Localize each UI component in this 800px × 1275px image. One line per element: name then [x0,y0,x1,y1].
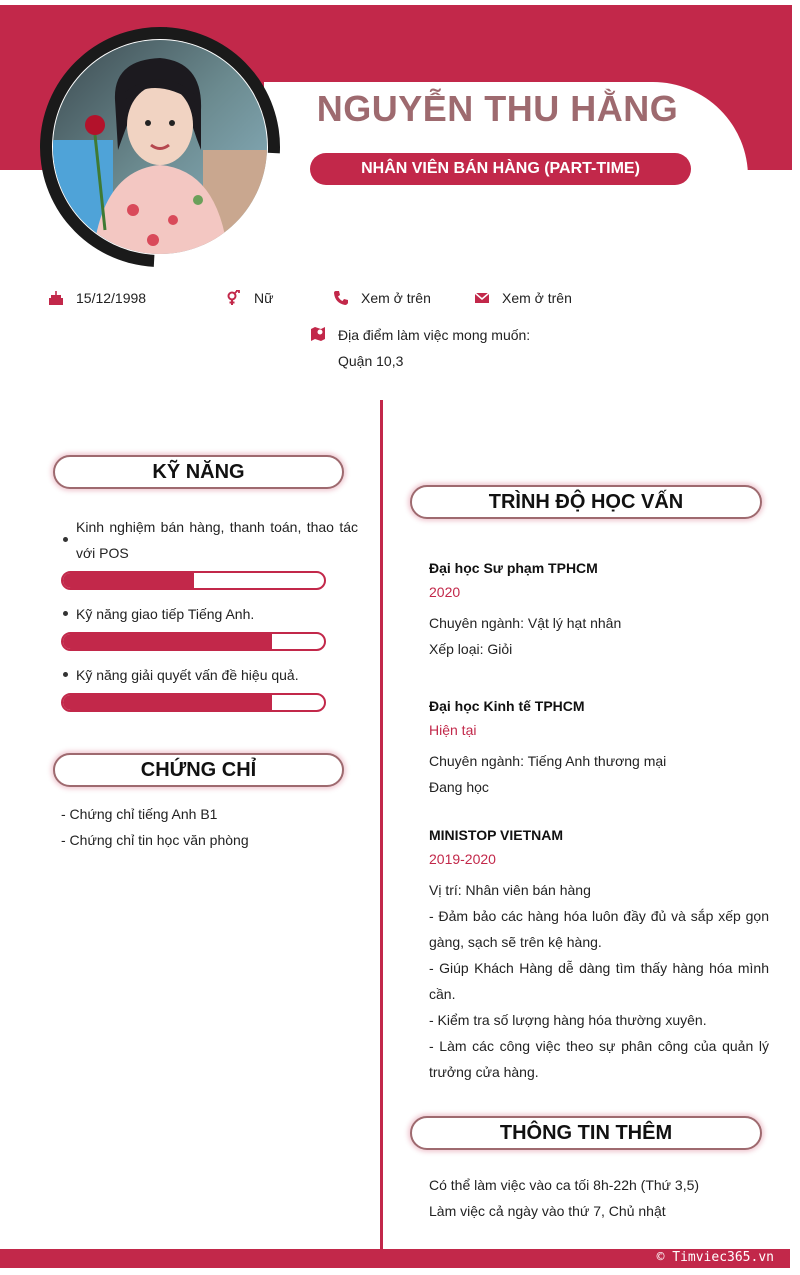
skill-level-bar [61,693,326,712]
education-school: Đại học Kinh tế TPHCM [429,698,585,714]
phone-value: Xem ở trên [361,290,431,306]
certificates-heading: CHỨNG CHỈ [53,753,344,787]
birthday-value: 15/12/1998 [76,290,147,306]
additional-info-heading: THÔNG TIN THÊM [410,1116,762,1150]
experience-detail: - Kiểm tra số lượng hàng hóa thường xuyên. [429,1012,707,1028]
email-item [474,290,572,306]
experience-detail: - Giúp Khách Hàng dễ dàng tìm thấy hàng hóa mình cần. [429,960,769,1002]
education-detail: Chuyên ngành: Vật lý hạt nhân [429,615,622,631]
email-value: Xem ở trên [502,290,572,306]
avatar [53,40,267,254]
experience-detail: Vị trí: Nhân viên bán hàng [429,882,591,898]
bullet [63,672,68,677]
education-heading: TRÌNH ĐỘ HỌC VẤN [410,485,762,519]
candidate-name: NGUYỄN THU HẰNG [316,88,679,129]
education-detail: Đang học [429,779,489,795]
map-pin-icon [310,326,326,342]
gender-icon [226,290,242,306]
education-time: Hiện tại [429,722,477,738]
certificate-item: - Chứng chỉ tiếng Anh B1 [61,806,218,822]
education-school: Đại học Sư phạm TPHCM [429,560,598,576]
column-divider [380,400,383,1250]
gender-value: Nữ [254,290,274,306]
location-value: Quận 10,3 [338,353,404,369]
footer-credit: © Timviec365.vn [656,1250,774,1265]
phone-item [333,290,431,306]
skill-level-fill [63,695,272,710]
additional-info-line: Làm việc cả ngày vào thứ 7, Chủ nhật [429,1203,666,1219]
job-title-badge: NHÂN VIÊN BÁN HÀNG (PART-TIME) [310,153,691,185]
experience-detail: - Làm các công việc theo sự phân công của quản lý trưởng cửa hàng. [429,1038,769,1080]
bullet [63,611,68,616]
location-label: Địa điểm làm việc mong muốn: [338,327,531,343]
birthday-item [48,290,146,306]
footer-bar [0,1249,790,1268]
experience-detail: - Đảm bảo các hàng hóa luôn đầy đủ và sắp xếp gọn gàng, sạch sẽ trên kệ hàng. [429,908,769,950]
experience-time: 2019-2020 [429,851,496,867]
skill-label: Kỹ năng giải quyết vấn đề hiệu quả. [76,667,299,683]
skill-level-bar [61,571,326,590]
education-detail: Chuyên ngành: Tiếng Anh thương mại [429,753,667,769]
experience-company: MINISTOP VIETNAM [429,827,564,843]
skill-level-bar [61,632,326,651]
envelope-icon [474,290,490,306]
gender-item [226,290,273,306]
skill-level-fill [63,573,194,588]
skill-label: Kỹ năng giao tiếp Tiếng Anh. [76,606,255,622]
education-detail: Xếp loại: Giỏi [429,641,513,657]
education-time: 2020 [429,584,461,600]
skill-level-fill [63,634,272,649]
phone-icon [333,290,349,306]
skills-heading: KỸ NĂNG [53,455,344,489]
skill-label: Kinh nghiệm bán hàng, thanh toán, thao tác với POS [76,519,358,561]
additional-info-line: Có thể làm việc vào ca tối 8h-22h (Thứ 3,5) [429,1177,700,1193]
bullet [63,537,68,542]
birthday-cake-icon [48,290,64,306]
certificate-item: - Chứng chỉ tin học văn phòng [61,832,249,848]
